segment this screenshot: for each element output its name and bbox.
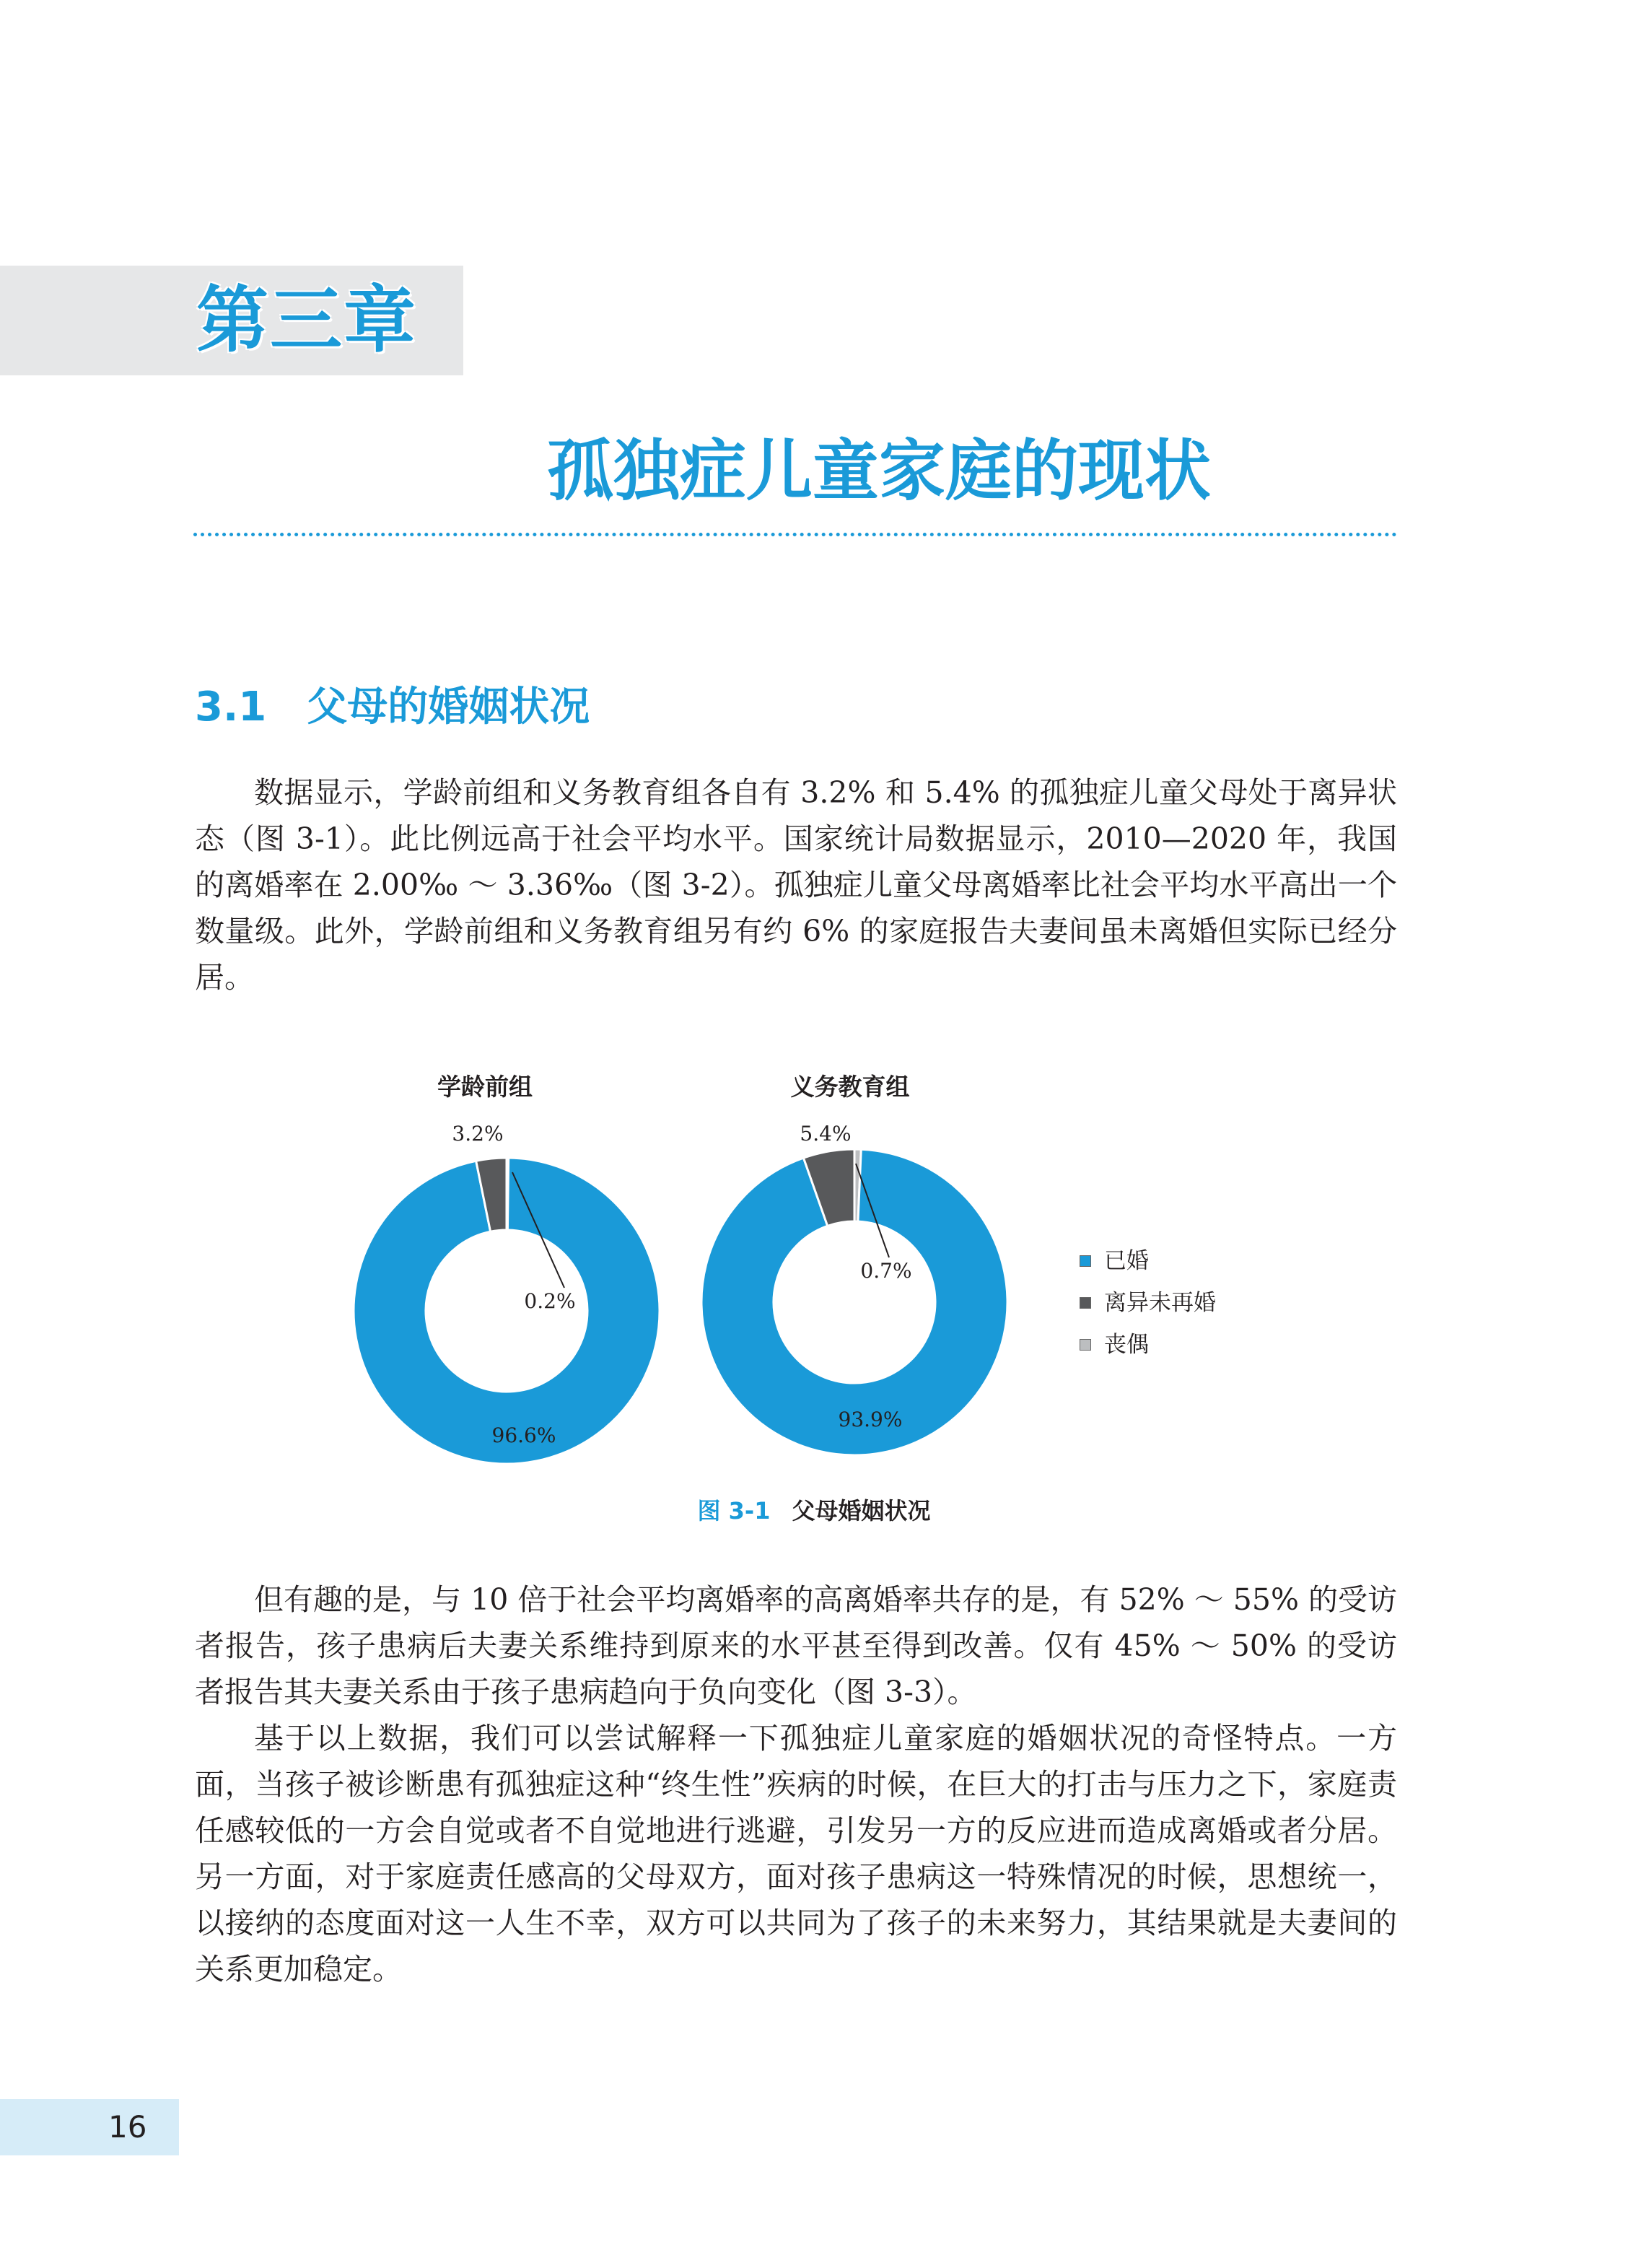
paragraph-3: 基于以上数据，我们可以尝试解释一下孤独症儿童家庭的婚姻状况的奇怪特点。一方面，当孩子被诊断患有孤独症这种“终生性”疾病的时候，在巨大的打击与压力之下，家庭责任感较低的一方会自觉或者不自觉地进行逃避，引发另一方的反应进而造成离婚或者分居。另一方面，对于家庭责任感高的父母双方，面对孩子患病这一特殊情况的时候，思想统一，以接纳的态度面对这一人生不幸，双方可以共同为了孩子的未来努力，其结果就是夫妻间的关系更加稳定。 [195, 1721, 1397, 1986]
legend-item-widowed [1080, 1324, 1216, 1366]
chapter-label: 第三章 [196, 278, 417, 362]
legend-label-married: 已婚 [1104, 1248, 1149, 1274]
data-label-widowed-1: 0.7% [860, 1259, 912, 1283]
chart-title-preschool: 学龄前组 [437, 1073, 533, 1101]
legend-swatch-widowed [1080, 1339, 1091, 1351]
section-number: 3.1 [195, 684, 267, 730]
chapter-title: 孤独症儿童家庭的现状 [546, 432, 1211, 510]
chart-title-compulsory: 义务教育组 [790, 1073, 910, 1101]
data-label-married-1: 93.9% [838, 1408, 903, 1431]
data-label-widowed-0: 0.2% [524, 1289, 576, 1313]
page-number-band [0, 2099, 179, 2155]
paragraph-1: 数据显示，学龄前组和义务教育组各自有 3.2% 和 5.4% 的孤独症儿童父母处于离异状态（图 3-1）。此比例远高于社会平均水平。国家统计局数据显示，2010—2020 年，我国的离婚率在 2.00‰ ～ 3.36‰（图 3-2）。孤独症儿童父母离婚率比社会平均水平高出一个数量级。此外，学龄前组和义务教育组另有约 6% 的家庭报告夫妻间虽未离婚但实际已经分居。 [195, 775, 1397, 995]
legend-swatch-married [1080, 1255, 1091, 1267]
section-title: 父母的婚姻状况 [307, 684, 590, 730]
legend-label-widowed: 丧偶 [1104, 1332, 1149, 1358]
figure-caption-number: 图 3-1 [697, 1497, 771, 1525]
data-label-married-0: 96.6% [491, 1423, 556, 1447]
legend-item-divorced [1080, 1282, 1216, 1324]
figure-caption-text: 父母婚姻状况 [792, 1497, 931, 1525]
data-label-divorced-1: 5.4% [800, 1122, 852, 1146]
page-number: 16 [108, 2109, 147, 2145]
legend-swatch-divorced [1080, 1297, 1091, 1309]
data-label-divorced-0: 3.2% [452, 1122, 504, 1146]
legend-label-divorced: 离异未再婚 [1104, 1290, 1216, 1316]
legend-item-married [1080, 1240, 1216, 1282]
chart-legend [1080, 1240, 1216, 1366]
figure-caption [0, 1493, 1628, 1529]
paragraph-2: 但有趣的是，与 10 倍于社会平均离婚率的高离婚率共存的是，有 52% ～ 55% 的受访者报告，孩子患病后夫妻关系维持到原来的水平甚至得到改善。仅有 45% ～ 50% 的受访者报告其夫妻关系由于孩子患病趋向于负向变化（图 3-3）。 [195, 1582, 1397, 1709]
